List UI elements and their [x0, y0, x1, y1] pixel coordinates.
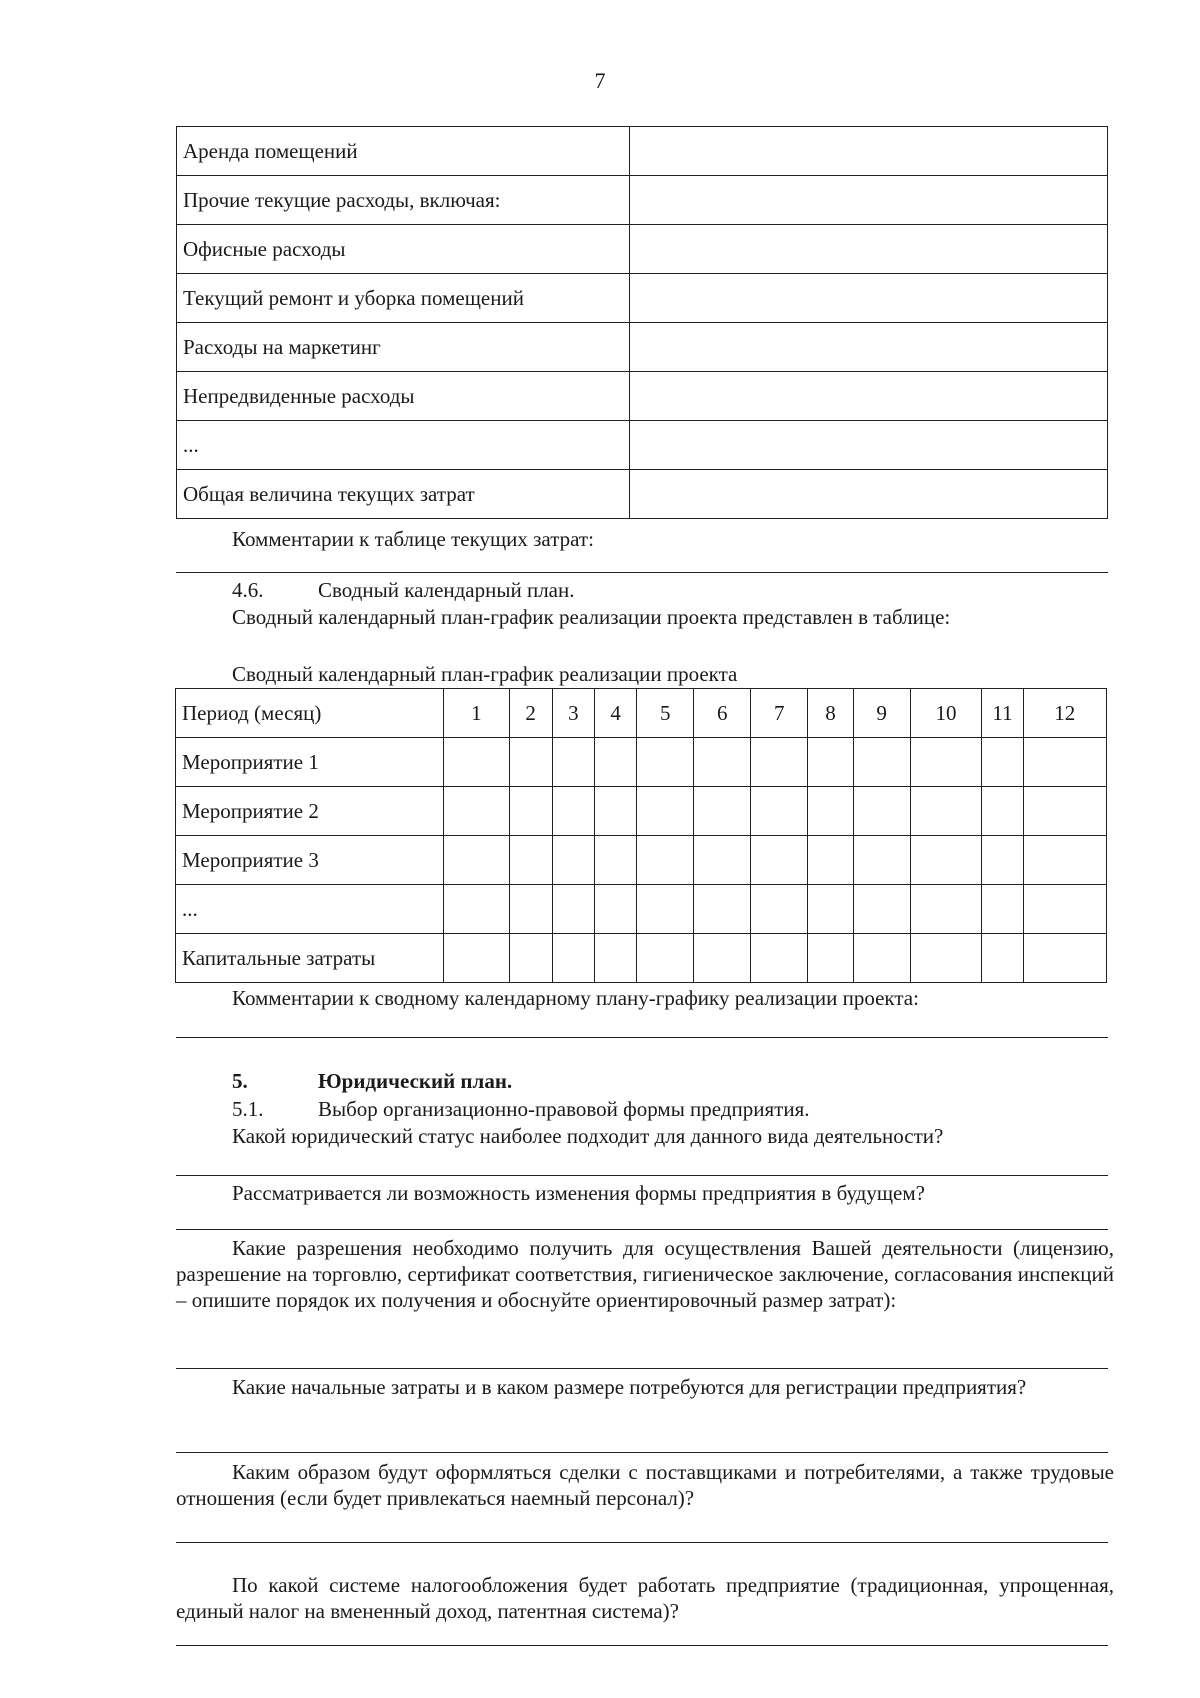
- costs-comment-label: Комментарии к таблице текущих затрат:: [232, 527, 594, 551]
- schedule-cell[interactable]: [808, 885, 853, 934]
- schedule-caption: Сводный календарный план-график реализации проекта: [232, 662, 738, 686]
- schedule-cell[interactable]: [853, 885, 910, 934]
- schedule-cell[interactable]: [509, 934, 552, 983]
- costs-comment-line: [176, 572, 1108, 573]
- section-5-1-number: 5.1.: [232, 1097, 264, 1121]
- costs-row: [177, 323, 1108, 372]
- schedule-row-label: ...: [176, 885, 444, 934]
- schedule-cell[interactable]: [637, 934, 694, 983]
- schedule-cell[interactable]: [910, 885, 982, 934]
- schedule-cell[interactable]: [1023, 885, 1106, 934]
- schedule-cell[interactable]: [444, 885, 509, 934]
- schedule-period-label: Период (месяц): [176, 689, 444, 738]
- schedule-cell[interactable]: [694, 738, 751, 787]
- section-5-1-title: Выбор организационно-правовой формы предприятия.: [318, 1097, 810, 1121]
- schedule-cell[interactable]: [509, 836, 552, 885]
- schedule-cell[interactable]: [637, 885, 694, 934]
- costs-row-value-cell[interactable]: [630, 470, 1108, 519]
- answer-line-legal-status: [176, 1175, 1108, 1176]
- current-costs-table: [176, 126, 1108, 519]
- question-form-change: Рассматривается ли возможность изменения формы предприятия в будущем?: [232, 1181, 925, 1205]
- schedule-cell[interactable]: [751, 885, 808, 934]
- schedule-cell[interactable]: [509, 787, 552, 836]
- schedule-row: [176, 934, 1107, 983]
- schedule-cell[interactable]: [552, 934, 594, 983]
- schedule-row: [176, 787, 1107, 836]
- costs-row-label: Офисные расходы: [177, 225, 630, 274]
- costs-row-value-cell[interactable]: [630, 274, 1108, 323]
- schedule-cell[interactable]: [444, 738, 509, 787]
- schedule-cell[interactable]: [910, 738, 982, 787]
- costs-row-label: Общая величина текущих затрат: [177, 470, 630, 519]
- costs-row-label: Текущий ремонт и уборка помещений: [177, 274, 630, 323]
- schedule-row: [176, 738, 1107, 787]
- answer-line-contracts: [176, 1542, 1108, 1543]
- costs-row-label: Непредвиденные расходы: [177, 372, 630, 421]
- schedule-row-label: Капитальные затраты: [176, 934, 444, 983]
- schedule-cell[interactable]: [595, 787, 637, 836]
- schedule-comment-line: [176, 1037, 1108, 1038]
- schedule-month-header: 8: [808, 689, 853, 738]
- schedule-cell[interactable]: [595, 934, 637, 983]
- answer-line-registration-costs: [176, 1452, 1108, 1453]
- schedule-cell[interactable]: [509, 738, 552, 787]
- costs-row: [177, 274, 1108, 323]
- schedule-row-label: Мероприятие 3: [176, 836, 444, 885]
- schedule-cell[interactable]: [808, 738, 853, 787]
- schedule-cell[interactable]: [982, 738, 1023, 787]
- costs-row-value-cell[interactable]: [630, 127, 1108, 176]
- schedule-cell[interactable]: [982, 885, 1023, 934]
- schedule-month-header: 7: [751, 689, 808, 738]
- costs-row-label: Прочие текущие расходы, включая:: [177, 176, 630, 225]
- schedule-cell[interactable]: [444, 836, 509, 885]
- schedule-cell[interactable]: [853, 738, 910, 787]
- schedule-cell[interactable]: [444, 934, 509, 983]
- costs-row-value-cell[interactable]: [630, 225, 1108, 274]
- schedule-comment-label: Комментарии к сводному календарному плану-графику реализации проекта:: [232, 986, 919, 1010]
- schedule-cell[interactable]: [982, 787, 1023, 836]
- schedule-cell[interactable]: [1023, 787, 1106, 836]
- schedule-month-header: 11: [982, 689, 1023, 738]
- schedule-cell[interactable]: [808, 836, 853, 885]
- schedule-row: [176, 836, 1107, 885]
- question-registration-costs: Какие начальные затраты и в каком размере потребуются для регистрации предприятия?: [232, 1375, 1027, 1399]
- schedule-month-header: 2: [509, 689, 552, 738]
- schedule-cell[interactable]: [751, 738, 808, 787]
- schedule-cell[interactable]: [853, 836, 910, 885]
- schedule-month-header: 6: [694, 689, 751, 738]
- schedule-cell[interactable]: [1023, 934, 1106, 983]
- schedule-cell[interactable]: [595, 885, 637, 934]
- section-5-title: Юридический план.: [318, 1069, 513, 1093]
- schedule-row-label: Мероприятие 2: [176, 787, 444, 836]
- schedule-month-header: 4: [595, 689, 637, 738]
- schedule-row: [176, 885, 1107, 934]
- section-5-number: 5.: [232, 1069, 248, 1093]
- costs-row: [177, 225, 1108, 274]
- schedule-cell[interactable]: [694, 885, 751, 934]
- schedule-cell[interactable]: [751, 787, 808, 836]
- schedule-cell[interactable]: [552, 787, 594, 836]
- costs-row: [177, 127, 1108, 176]
- schedule-cell[interactable]: [637, 787, 694, 836]
- costs-row-label: Аренда помещений: [177, 127, 630, 176]
- schedule-cell[interactable]: [694, 934, 751, 983]
- costs-row-value-cell[interactable]: [630, 176, 1108, 225]
- schedule-row-label: Мероприятие 1: [176, 738, 444, 787]
- costs-row: [177, 176, 1108, 225]
- schedule-cell[interactable]: [1023, 738, 1106, 787]
- schedule-month-header: 3: [552, 689, 594, 738]
- schedule-cell[interactable]: [910, 787, 982, 836]
- costs-row-value-cell[interactable]: [630, 372, 1108, 421]
- costs-row-label: Расходы на маркетинг: [177, 323, 630, 372]
- schedule-month-header: 9: [853, 689, 910, 738]
- schedule-cell[interactable]: [552, 885, 594, 934]
- schedule-cell[interactable]: [595, 836, 637, 885]
- costs-row: [177, 372, 1108, 421]
- question-tax-system: По какой системе налогообложения будет работать предприятие (традиционная, упрощенная, единый налог на вмененный доход, патентная система)?: [176, 1573, 1114, 1623]
- schedule-cell[interactable]: [552, 738, 594, 787]
- schedule-month-header: 1: [444, 689, 509, 738]
- schedule-cell[interactable]: [751, 836, 808, 885]
- answer-line-permits: [176, 1368, 1108, 1369]
- section-4-6-number: 4.6.: [232, 578, 264, 602]
- question-contracts: Каким образом будут оформляться сделки с поставщиками и потребителями, а также трудовые отношения (если будет привлекаться наемный персонал)?: [176, 1460, 1114, 1510]
- page-number: 7: [594, 68, 606, 93]
- schedule-cell[interactable]: [910, 836, 982, 885]
- costs-row-value-cell[interactable]: [630, 421, 1108, 470]
- schedule-cell[interactable]: [637, 836, 694, 885]
- schedule-cell[interactable]: [694, 836, 751, 885]
- costs-row: [177, 470, 1108, 519]
- schedule-cell[interactable]: [751, 934, 808, 983]
- schedule-cell[interactable]: [552, 836, 594, 885]
- costs-row: [177, 421, 1108, 470]
- schedule-cell[interactable]: [694, 787, 751, 836]
- schedule-intro: Сводный календарный план-график реализации проекта представлен в таблице:: [232, 605, 951, 629]
- schedule-month-header: 10: [910, 689, 982, 738]
- costs-row-value-cell[interactable]: [630, 323, 1108, 372]
- question-legal-status: Какой юридический статус наиболее подходит для данного вида деятельности?: [232, 1124, 944, 1148]
- schedule-header-row: [176, 689, 1107, 738]
- schedule-month-header: 5: [637, 689, 694, 738]
- schedule-cell[interactable]: [808, 934, 853, 983]
- schedule-cell[interactable]: [910, 934, 982, 983]
- schedule-cell[interactable]: [853, 787, 910, 836]
- schedule-cell[interactable]: [444, 787, 509, 836]
- schedule-table: [175, 688, 1107, 983]
- schedule-cell[interactable]: [1023, 836, 1106, 885]
- schedule-cell[interactable]: [853, 934, 910, 983]
- schedule-cell[interactable]: [637, 738, 694, 787]
- answer-line-form-change: [176, 1229, 1108, 1230]
- schedule-cell[interactable]: [808, 787, 853, 836]
- section-4-6-title: Сводный календарный план.: [318, 578, 575, 602]
- schedule-cell[interactable]: [982, 836, 1023, 885]
- costs-row-label: ...: [177, 421, 630, 470]
- answer-line-tax-system: [176, 1645, 1108, 1646]
- schedule-cell[interactable]: [509, 885, 552, 934]
- schedule-month-header: 12: [1023, 689, 1106, 738]
- schedule-cell[interactable]: [595, 738, 637, 787]
- schedule-cell[interactable]: [982, 934, 1023, 983]
- question-permits: Какие разрешения необходимо получить для осуществления Вашей деятельности (лицензию, разрешение на торговлю, сертификат соответствия, гигиеническое заключение, согласования инспекций – опишите порядок их получения и обоснуйте ориентировочный размер затрат):: [176, 1236, 1114, 1312]
